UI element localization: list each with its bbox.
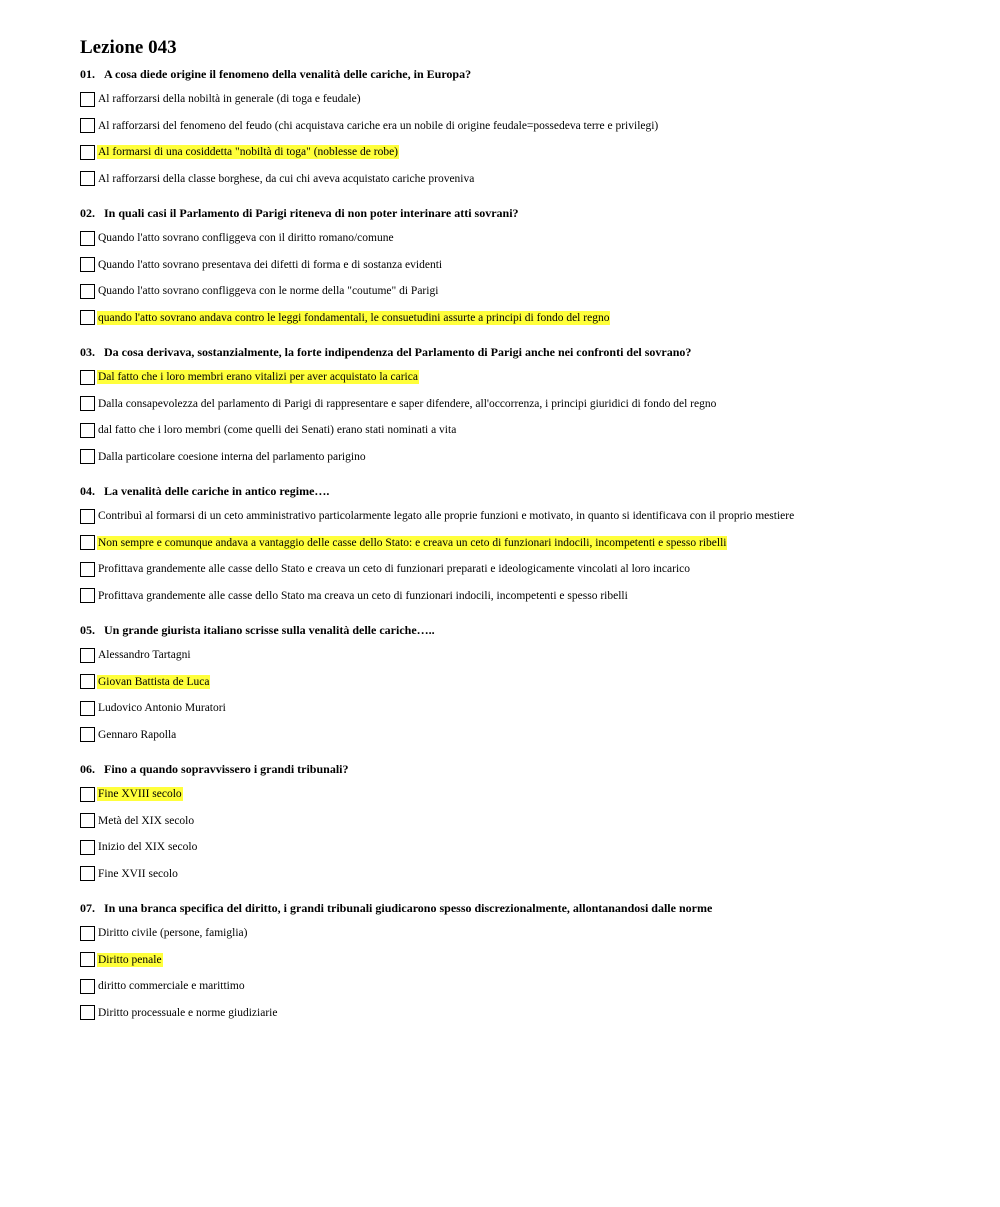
question-heading — [80, 622, 980, 638]
answer-text: Metà del XIX secolo — [98, 814, 195, 827]
question-block — [80, 622, 980, 748]
answer-text: Diritto civile (persone, famiglia) — [98, 927, 248, 940]
answer-checkbox[interactable] — [80, 449, 95, 464]
question-spacer — [80, 887, 980, 900]
question-number: 05. — [80, 623, 95, 637]
answer-text: Quando l'atto sovrano confliggeva con il diritto romano/comune — [98, 232, 394, 245]
answer-text: Ludovico Antonio Muratori — [98, 702, 226, 715]
answer-option — [80, 86, 980, 113]
answer-option — [80, 278, 980, 305]
answer-option-highlighted — [80, 364, 980, 391]
answer-text: Al rafforzarsi del fenomeno del feudo (chi acquistava cariche era un nobile di origine feudale=possedeva terre e privilegi) — [98, 119, 659, 132]
answer-checkbox[interactable] — [80, 145, 95, 160]
answer-text: dal fatto che i loro membri (come quelli dei Senati) erano stati nominati a vita — [98, 424, 457, 437]
answer-checkbox[interactable] — [80, 562, 95, 577]
answer-option — [80, 973, 980, 1000]
answer-checkbox[interactable] — [80, 1005, 95, 1020]
answer-option-highlighted — [80, 947, 980, 974]
answer-checkbox[interactable] — [80, 979, 95, 994]
question-heading — [80, 483, 980, 499]
question-number: 06. — [80, 762, 95, 776]
question-text: Fino a quando sopravvissero i grandi tribunali? — [104, 762, 349, 776]
answer-checkbox[interactable] — [80, 674, 95, 689]
answer-text: Quando l'atto sovrano confliggeva con le norme della "coutume" di Parigi — [98, 285, 439, 298]
answer-checkbox[interactable] — [80, 423, 95, 438]
question-block — [80, 483, 980, 609]
question-number: 02. — [80, 206, 95, 220]
answer-option — [80, 225, 980, 252]
answer-checkbox[interactable] — [80, 118, 95, 133]
answer-option — [80, 861, 980, 888]
answer-option — [80, 920, 980, 947]
question-list — [80, 66, 980, 1026]
answer-text: diritto commerciale e marittimo — [98, 980, 245, 993]
question-number: 07. — [80, 901, 95, 915]
question-number: 01. — [80, 67, 95, 81]
answer-text: Non sempre e comunque andava a vantaggio delle casse dello Stato: e creava un ceto di funzionari indocili, incompetenti e spesso ribelli — [98, 536, 727, 549]
answer-text: Alessandro Tartagni — [98, 649, 191, 662]
answer-option — [80, 642, 980, 669]
answer-checkbox[interactable] — [80, 840, 95, 855]
question-heading — [80, 761, 980, 777]
answer-option — [80, 503, 980, 530]
question-block — [80, 344, 980, 470]
answer-checkbox[interactable] — [80, 727, 95, 742]
answer-checkbox[interactable] — [80, 813, 95, 828]
answer-text: Gennaro Rapolla — [98, 728, 177, 741]
answer-checkbox[interactable] — [80, 310, 95, 325]
question-block — [80, 66, 980, 192]
answer-option — [80, 417, 980, 444]
answer-option — [80, 113, 980, 140]
question-heading — [80, 900, 980, 916]
answer-text: Dalla particolare coesione interna del parlamento parigino — [98, 450, 366, 463]
answer-text: Profittava grandemente alle casse dello Stato e creava un ceto di funzionari preparati e ideologicamente vincolati al loro incarico — [98, 563, 690, 576]
page-title: Lezione 043 — [80, 37, 177, 58]
question-heading — [80, 344, 980, 360]
question-number: 04. — [80, 484, 95, 498]
answer-text: Inizio del XIX secolo — [98, 841, 198, 854]
answer-checkbox[interactable] — [80, 866, 95, 881]
question-text: La venalità delle cariche in antico regime…. — [104, 484, 330, 498]
answer-checkbox[interactable] — [80, 171, 95, 186]
answer-checkbox[interactable] — [80, 396, 95, 411]
question-text: A cosa diede origine il fenomeno della venalità delle cariche, in Europa? — [104, 67, 472, 81]
question-spacer — [80, 748, 980, 761]
answer-option — [80, 556, 980, 583]
answer-option — [80, 166, 980, 193]
question-text: In una branca specifica del diritto, i grandi tribunali giudicarono spesso discrezionalmente, allontanandosi dalle norme — [104, 901, 713, 915]
answer-text: quando l'atto sovrano andava contro le leggi fondamentali, le consuetudini assurte a principi di fondo del regno — [98, 311, 610, 324]
question-text: Da cosa derivava, sostanzialmente, la forte indipendenza del Parlamento di Parigi anche nei confronti del sovrano? — [104, 345, 692, 359]
answer-text: Diritto penale — [98, 953, 162, 966]
answer-option-highlighted — [80, 530, 980, 557]
answer-checkbox[interactable] — [80, 701, 95, 716]
answer-checkbox[interactable] — [80, 952, 95, 967]
answer-option — [80, 808, 980, 835]
question-spacer — [80, 609, 980, 622]
answer-text: Diritto processuale e norme giudiziarie — [98, 1006, 278, 1019]
question-text: Un grande giurista italiano scrisse sulla venalità delle cariche….. — [104, 623, 435, 637]
answer-checkbox[interactable] — [80, 92, 95, 107]
answer-checkbox[interactable] — [80, 231, 95, 246]
answer-option — [80, 583, 980, 610]
question-text: In quali casi il Parlamento di Parigi riteneva di non poter interinare atti sovrani? — [104, 206, 519, 220]
question-heading — [80, 66, 980, 82]
answer-checkbox[interactable] — [80, 284, 95, 299]
answer-text: Giovan Battista de Luca — [98, 675, 210, 688]
answer-text: Al formarsi di una cosiddetta "nobiltà di toga" (noblesse de robe) — [98, 146, 399, 159]
question-spacer — [80, 470, 980, 483]
answer-option-highlighted — [80, 669, 980, 696]
answer-option — [80, 722, 980, 749]
answer-option — [80, 391, 980, 418]
answer-checkbox[interactable] — [80, 257, 95, 272]
answer-checkbox[interactable] — [80, 370, 95, 385]
question-spacer — [80, 331, 980, 344]
answer-checkbox[interactable] — [80, 926, 95, 941]
answer-text: Al rafforzarsi della nobiltà in generale (di toga e feudale) — [98, 93, 361, 106]
answer-checkbox[interactable] — [80, 787, 95, 802]
answer-text: Profittava grandemente alle casse dello Stato ma creava un ceto di funzionari indocili, incompetenti e spesso ribelli — [98, 589, 628, 602]
question-block — [80, 761, 980, 887]
answer-text: Dalla consapevolezza del parlamento di Parigi di rappresentare e saper difendere, all'occorrenza, i principi giuridici di fondo del regno — [98, 397, 717, 410]
answer-option-highlighted — [80, 139, 980, 166]
question-block — [80, 900, 980, 1026]
answer-checkbox[interactable] — [80, 648, 95, 663]
question-block — [80, 205, 980, 331]
question-heading — [80, 205, 980, 221]
answer-option — [80, 1000, 980, 1027]
answer-text: Contribuì al formarsi di un ceto amministrativo particolarmente legato alle proprie funzioni e motivato, in quanto si identificava con il proprio mestiere — [98, 510, 795, 523]
answer-option — [80, 834, 980, 861]
answer-text: Fine XVII secolo — [98, 867, 178, 880]
answer-option — [80, 252, 980, 279]
answer-checkbox[interactable] — [80, 588, 95, 603]
answer-checkbox[interactable] — [80, 535, 95, 550]
question-spacer — [80, 192, 980, 205]
question-number: 03. — [80, 345, 95, 359]
answer-text: Quando l'atto sovrano presentava dei difetti di forma e di sostanza evidenti — [98, 258, 443, 271]
answer-text: Fine XVIII secolo — [98, 788, 182, 801]
answer-option — [80, 444, 980, 471]
answer-option-highlighted — [80, 781, 980, 808]
answer-option-highlighted — [80, 305, 980, 332]
answer-text: Dal fatto che i loro membri erano vitalizi per aver acquistato la carica — [98, 371, 418, 384]
quiz-page — [80, 36, 980, 1026]
answer-text: Al rafforzarsi della classe borghese, da cui chi aveva acquistato cariche proveniva — [98, 172, 475, 185]
answer-option — [80, 695, 980, 722]
answer-checkbox[interactable] — [80, 509, 95, 524]
